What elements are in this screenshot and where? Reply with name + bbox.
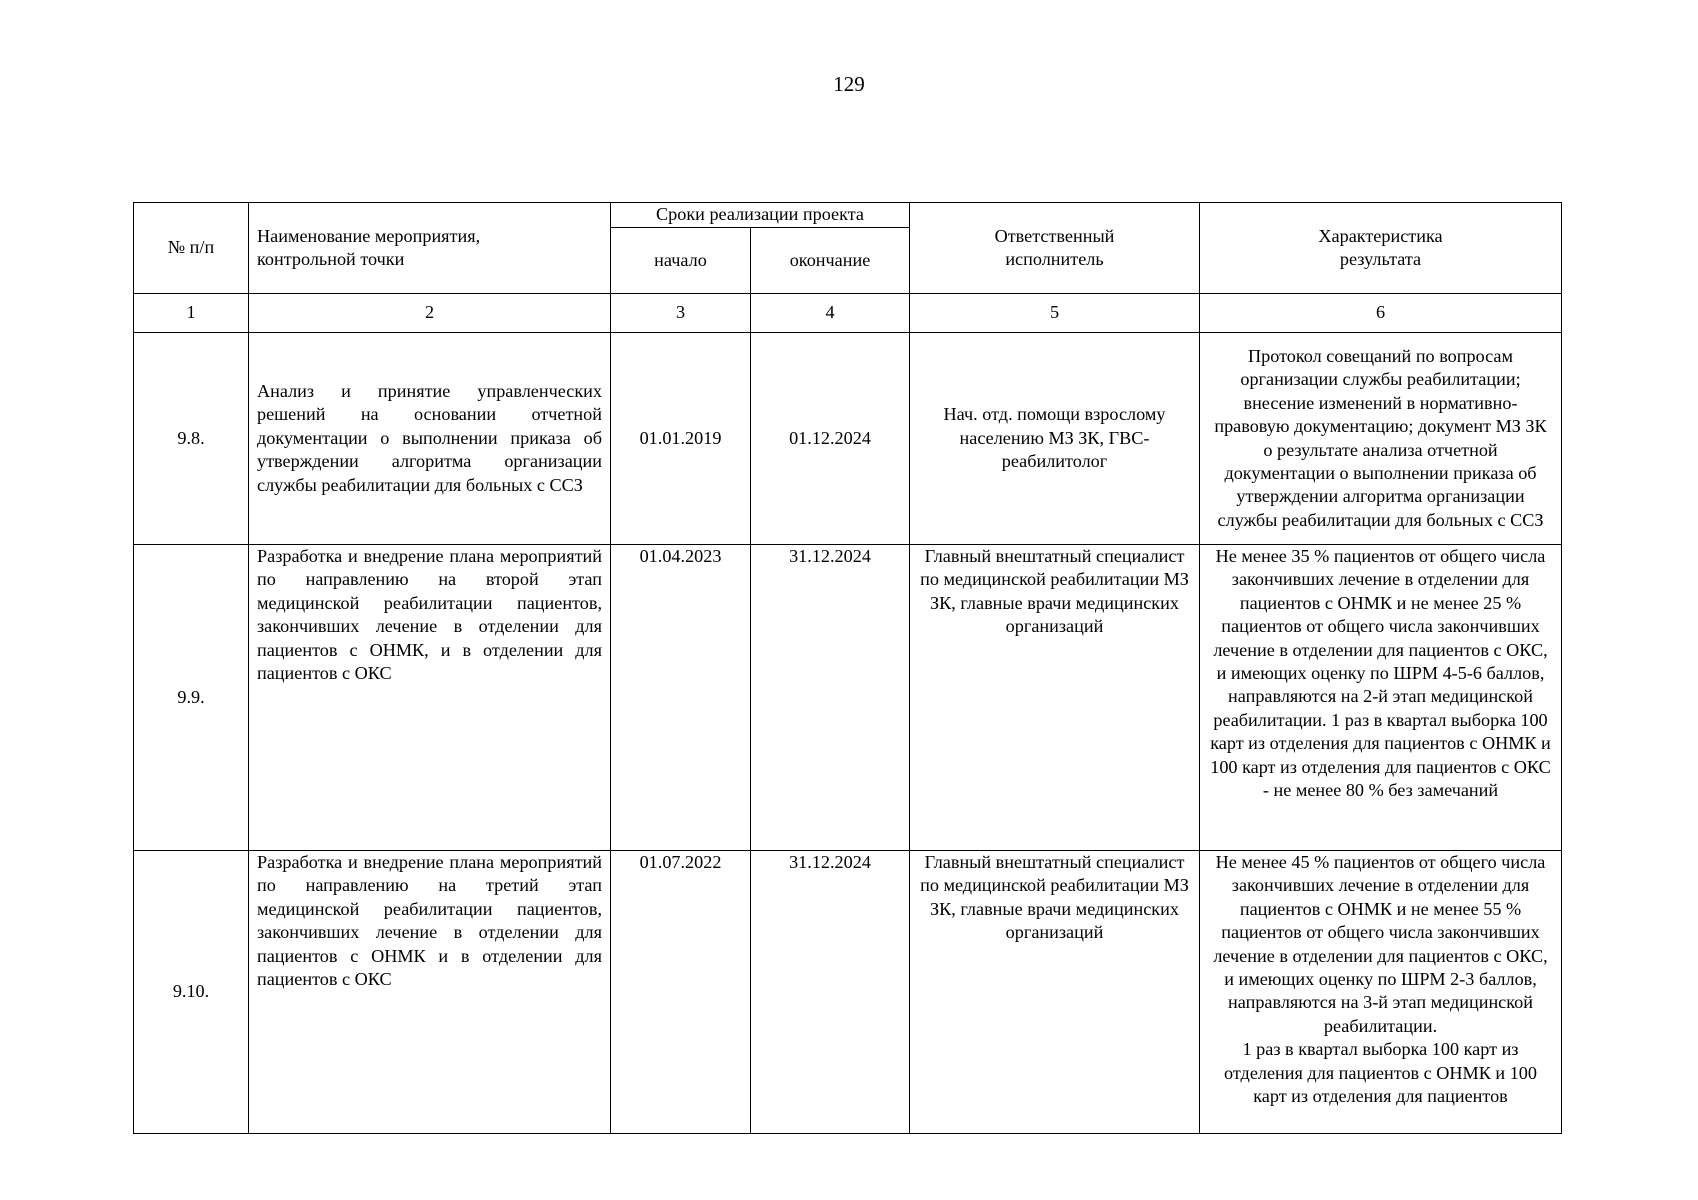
column-number: 2: [249, 294, 611, 333]
header-name: Наименование мероприятия, контрольной точки: [249, 203, 611, 294]
events-table: [133, 202, 1562, 1134]
header-num: № п/п: [134, 203, 249, 294]
row-number: 9.9.: [134, 545, 249, 851]
column-number: 1: [134, 294, 249, 333]
column-number: 5: [910, 294, 1200, 333]
header-start: начало: [611, 228, 751, 294]
row-number: 9.10.: [134, 851, 249, 1134]
column-number-row: [134, 294, 1562, 333]
column-number: 4: [751, 294, 910, 333]
end-date: 01.12.2024: [751, 333, 910, 545]
result-description: Протокол совещаний по вопросам организации службы реабилитации; внесение изменений в нормативно-правовую документацию; документ МЗ ЗК о результате анализа отчетной документации о выполнении приказа об утверждении алгоритма организации службы реабилитации для больных с ССЗ: [1200, 333, 1562, 545]
table-row: [134, 333, 1562, 545]
header-responsible: Ответственный исполнитель: [910, 203, 1200, 294]
page-number: 129: [833, 72, 865, 96]
start-date: 01.04.2023: [611, 545, 751, 851]
responsible-executor: Главный внештатный специалист по медицинской реабилитации МЗ ЗК, главные врачи медицинских организаций: [910, 545, 1200, 851]
header-row-top: [134, 203, 1562, 228]
column-number: 6: [1200, 294, 1562, 333]
event-name: Разработка и внедрение плана мероприятий по направлению на третий этап медицинской реабилитации пациентов, закончивших лечение в отделении для пациентов с ОНМК и в отделении для пациентов с ОКС: [249, 851, 611, 1134]
event-name: Анализ и принятие управленческих решений на основании отчетной документации о выполнении приказа об утверждении алгоритма организации службы реабилитации для больных с ССЗ: [249, 333, 611, 545]
responsible-executor: Главный внештатный специалист по медицинской реабилитации МЗ ЗК, главные врачи медицинских организаций: [910, 851, 1200, 1134]
end-date: 31.12.2024: [751, 851, 910, 1134]
column-number: 3: [611, 294, 751, 333]
responsible-executor: Нач. отд. помощи взрослому населению МЗ ЗК, ГВС-реабилитолог: [910, 333, 1200, 545]
result-description: Не менее 35 % пациентов от общего числа закончивших лечение в отделении для пациентов с ОНМК и не менее 25 % пациентов от общего числа закончивших лечение в отделении для пациентов с ОКС, и имеющих оценку по ШРМ 4-5-6 баллов, направляются на 2-й этап медицинской реабилитации. 1 раз в квартал выборка 100 карт из отделения для пациентов с ОНМК и 100 карт из отделения для пациентов с ОКС - не менее 80 % без замечаний: [1200, 545, 1562, 851]
row-number: 9.8.: [134, 333, 249, 545]
start-date: 01.07.2022: [611, 851, 751, 1134]
table-row: [134, 851, 1562, 1134]
result-description: Не менее 45 % пациентов от общего числа закончивших лечение в отделении для пациентов с ОНМК и не менее 55 % пациентов от общего числа закончивших лечение в отделении для пациентов с ОКС, и имеющих оценку по ШРМ 2-3 баллов, направляются на 3-й этап медицинской реабилитации. 1 раз в квартал выборка 100 карт из отделения для пациентов с ОНМК и 100 карт из отделения для пациентов: [1200, 851, 1562, 1134]
header-result: Характеристика результата: [1200, 203, 1562, 294]
start-date: 01.01.2019: [611, 333, 751, 545]
header-end: окончание: [751, 228, 910, 294]
header-period: Сроки реализации проекта: [611, 203, 910, 228]
event-name: Разработка и внедрение плана мероприятий по направлению на второй этап медицинской реабилитации пациентов, закончивших лечение в отделении для пациентов с ОНМК, и в отделении для пациентов с ОКС: [249, 545, 611, 851]
table-row: [134, 545, 1562, 851]
end-date: 31.12.2024: [751, 545, 910, 851]
